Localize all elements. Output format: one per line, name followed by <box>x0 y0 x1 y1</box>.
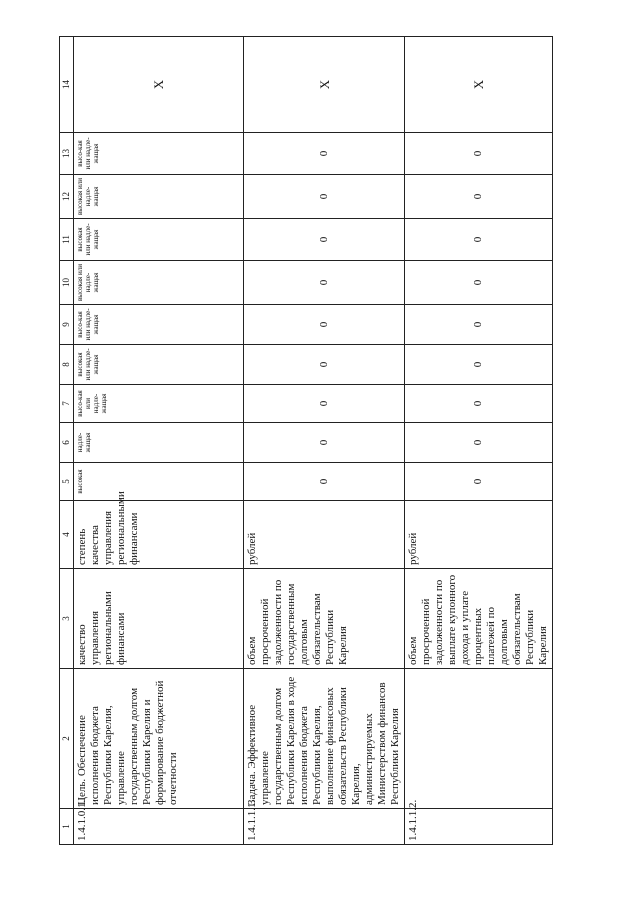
cell-c13: высо-кая или надле-жащая <box>74 133 244 175</box>
col-header: 4 <box>60 501 74 569</box>
cell-c11: 0 <box>244 219 405 261</box>
row-name <box>405 669 553 809</box>
cell-c10: высокая или надле-жащая <box>74 261 244 305</box>
row-unit: степень качества управления региональными финансами <box>74 501 244 569</box>
col-header: 10 <box>60 261 74 305</box>
col-header: 9 <box>60 305 74 345</box>
cell-c9: 0 <box>244 305 405 345</box>
cell-c11: 0 <box>405 219 553 261</box>
cell-c9: высо-кая или надле-жащая <box>74 305 244 345</box>
cell-c12: 0 <box>244 175 405 219</box>
indicators-table <box>59 36 553 845</box>
col-header: 2 <box>60 669 74 809</box>
cell-c12: высокая или надле-жащая <box>74 175 244 219</box>
cell-c6: надле-жащая <box>74 423 244 463</box>
row-code: 1.4.1.0.1. <box>74 809 244 845</box>
col-header: 6 <box>60 423 74 463</box>
cell-c14: Х <box>244 37 405 133</box>
row-code: 1.4.1.1.1. <box>244 809 405 845</box>
col-header: 14 <box>60 37 74 133</box>
cell-c10: 0 <box>244 261 405 305</box>
header-row <box>60 37 74 845</box>
row-unit: рублей <box>244 501 405 569</box>
cell-c12: 0 <box>405 175 553 219</box>
col-header: 5 <box>60 463 74 501</box>
cell-c5: высокая <box>74 463 244 501</box>
col-header: 8 <box>60 345 74 385</box>
table-row <box>74 37 244 845</box>
col-header: 7 <box>60 385 74 423</box>
col-header: 3 <box>60 569 74 669</box>
cell-c7: высо-кая или надле-жащая <box>74 385 244 423</box>
cell-c9: 0 <box>405 305 553 345</box>
row-indicator: объем просроченной задолженности по выплате купонного дохода и уплате процентных платежей по долговым обязательствам Республики Карелия <box>405 569 553 669</box>
cell-c5: 0 <box>244 463 405 501</box>
col-header: 13 <box>60 133 74 175</box>
row-name: Цель. Обеспечение исполнения бюджета Республики Карелия, управление государственным долгом Республики Карелия и формирование бюджетной отчетности <box>74 669 244 809</box>
cell-c10: 0 <box>405 261 553 305</box>
cell-c8: 0 <box>244 345 405 385</box>
cell-c13: 0 <box>405 133 553 175</box>
cell-c5: 0 <box>405 463 553 501</box>
row-indicator: объем просроченной задолженности по государственным долговым обязательствам Республики Карелия <box>244 569 405 669</box>
cell-c6: 0 <box>244 423 405 463</box>
cell-c14: Х <box>74 37 244 133</box>
cell-c14: Х <box>405 37 553 133</box>
row-code: 1.4.1.1.2. <box>405 809 553 845</box>
row-name: Задача. Эффективное управление государственным долгом Республики Карелия в ходе исполнения бюджета Республики Карелия, выполнение финансовых обязательств Республики Карелия, администрируемых Министерством финансов Республики Карелия <box>244 669 405 809</box>
col-header: 12 <box>60 175 74 219</box>
row-unit: рублей <box>405 501 553 569</box>
cell-c11: высокая или надле-жащая <box>74 219 244 261</box>
table-row <box>244 37 405 845</box>
cell-c13: 0 <box>244 133 405 175</box>
col-header: 11 <box>60 219 74 261</box>
rotated-table-wrapper <box>59 37 549 845</box>
cell-c6: 0 <box>405 423 553 463</box>
cell-c8: 0 <box>405 345 553 385</box>
row-indicator: качество управления региональными финансами <box>74 569 244 669</box>
table-row <box>405 37 553 845</box>
cell-c7: 0 <box>244 385 405 423</box>
cell-c8: высокая или надле-жащая <box>74 345 244 385</box>
cell-c7: 0 <box>405 385 553 423</box>
col-header: 1 <box>60 809 74 845</box>
